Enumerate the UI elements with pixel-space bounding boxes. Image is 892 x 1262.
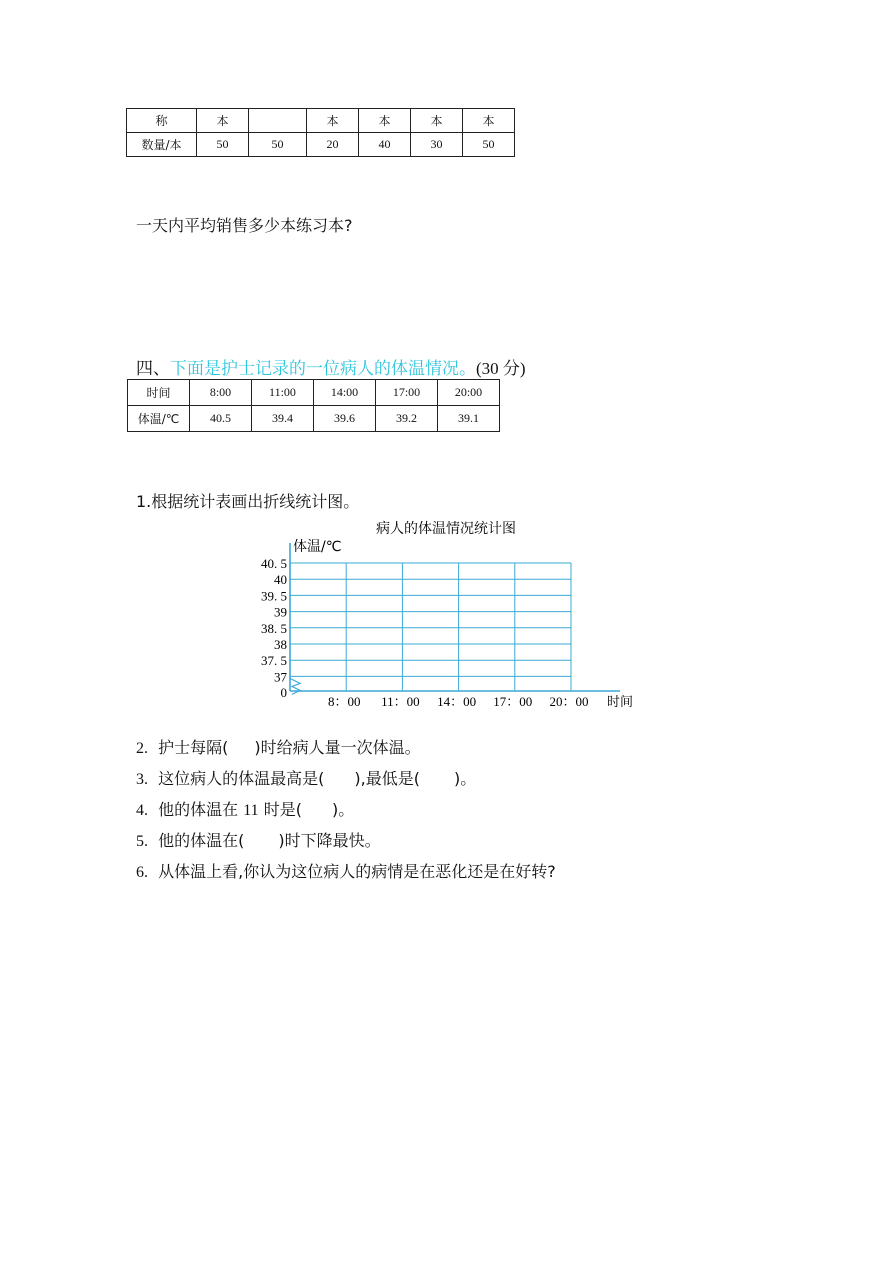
table-cell: 数量/本 — [127, 133, 197, 157]
y-tick-label: 0 — [280, 685, 287, 700]
question-6 — [136, 859, 556, 882]
x-tick-label: 14：00 — [437, 694, 477, 709]
chart-y-axis-label: 体温/℃ — [293, 539, 342, 555]
question-text: 从体温上看,你认为这位病人的病情是在恶化还是在好转? — [158, 862, 556, 881]
chart-x-axis-label: 时间 — [607, 695, 634, 710]
section-title: 下面是护士记录的一位病人的体温情况。 — [170, 359, 476, 379]
question-number: 2. — [136, 740, 148, 757]
question-number: 5. — [136, 833, 148, 850]
question-text: ),最低是( — [354, 769, 420, 788]
question-text: 护士每隔( — [158, 738, 229, 757]
table-cell: 本 — [197, 109, 249, 133]
table-cell: 本 — [411, 109, 463, 133]
table-cell: 39.4 — [252, 406, 314, 432]
section-score: (30 分) — [476, 359, 526, 378]
question-text: )时下降最快。 — [278, 831, 381, 850]
chart-x-ticks — [328, 694, 589, 709]
table-cell: 17:00 — [376, 380, 438, 406]
table-cell: 20 — [307, 133, 359, 157]
question-1: 1.根据统计表画出折线统计图。 — [136, 492, 360, 511]
x-tick-label: 8：00 — [327, 694, 361, 709]
question-5 — [136, 828, 381, 851]
y-tick-label: 39 — [274, 604, 287, 620]
question-text: 他的体温在 — [158, 800, 244, 819]
table-cell: 39.1 — [438, 406, 500, 432]
table-cell: 11:00 — [252, 380, 314, 406]
table-cell: 本 — [359, 109, 411, 133]
question-3 — [136, 766, 476, 789]
question-text: )时给病人量一次体温。 — [254, 738, 421, 757]
question-2 — [136, 735, 421, 758]
x-tick-label: 17：00 — [493, 694, 533, 709]
y-tick-label: 38 — [274, 637, 287, 652]
question-number: 4. — [136, 802, 148, 819]
question-number: 6. — [136, 864, 148, 881]
chart-grid — [290, 543, 620, 694]
y-tick-label: 39. 5 — [261, 588, 287, 604]
y-tick-label: 40 — [274, 572, 287, 588]
table-cell: 50 — [463, 133, 515, 157]
table-cell: 40.5 — [190, 406, 252, 432]
y-tick-label: 37 — [274, 669, 287, 685]
axis-break-mark — [290, 678, 300, 694]
table-cell: 体温/℃ — [128, 406, 190, 432]
question-average: 一天内平均销售多少本练习本? — [136, 216, 353, 235]
question-text: )。 — [454, 769, 477, 788]
question-text: 11 — [243, 802, 259, 819]
question-text: 他的体温在( — [158, 831, 245, 850]
y-tick-label: 38. 5 — [261, 620, 287, 636]
x-tick-label: 11：00 — [381, 694, 420, 709]
table-cell: 本 — [307, 109, 359, 133]
question-number: 3. — [136, 771, 148, 788]
question-text: )。 — [332, 800, 355, 819]
chart-title: 病人的体温情况统计图 — [376, 521, 516, 537]
table-cell: 8:00 — [190, 380, 252, 406]
table-cell: 50 — [197, 133, 249, 157]
question-4 — [136, 797, 354, 820]
table-cell: 50 — [249, 133, 307, 157]
table-cell: 30 — [411, 133, 463, 157]
table-cell: 称 — [127, 109, 197, 133]
table-cell: 40 — [359, 133, 411, 157]
chart-y-ticks — [261, 556, 288, 700]
table-cell: 20:00 — [438, 380, 500, 406]
section-number: 四、 — [136, 359, 170, 379]
y-tick-label: 37. 5 — [261, 653, 287, 669]
y-tick-label: 40. 5 — [261, 556, 287, 571]
table-cell: 本 — [463, 109, 515, 133]
table-cell: 39.2 — [376, 406, 438, 432]
table-cell: 14:00 — [314, 380, 376, 406]
x-tick-label: 20：00 — [549, 694, 589, 709]
question-text: 时是( — [258, 800, 303, 819]
table-cell: 39.6 — [314, 406, 376, 432]
table-cell: 时间 — [128, 380, 190, 406]
question-text: 这位病人的体温最高是( — [158, 769, 325, 788]
